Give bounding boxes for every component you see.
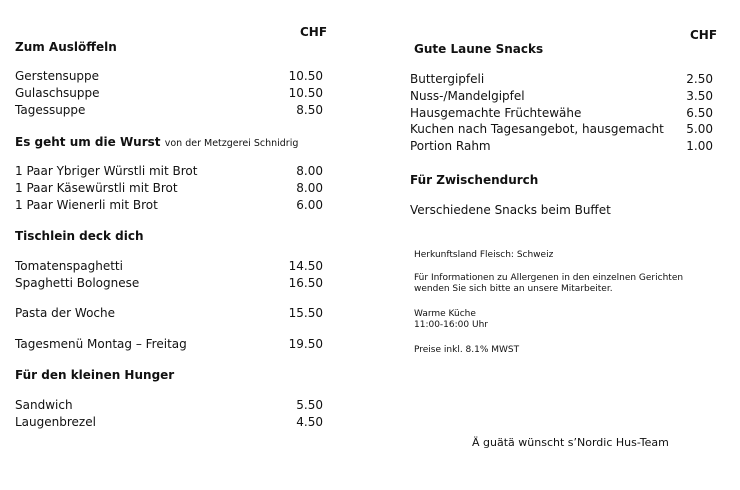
menu-item-name: 1 Paar Käsewürstli mit Brot [15, 181, 178, 195]
menu-item-name: Portion Rahm [410, 139, 491, 153]
menu-item-price: 3.50 [686, 89, 713, 103]
meat-origin-note: Herkunftsland Fleisch: Schweiz [414, 250, 554, 260]
menu-item-name: 1 Paar Wienerli mit Brot [15, 198, 158, 212]
menu-item-price: 8.00 [296, 164, 323, 178]
menu-item-price: 15.50 [288, 306, 323, 320]
menu-item-price: 8.50 [296, 103, 323, 117]
section-heading-zwischendurch: Für Zwischendurch [410, 173, 539, 187]
menu-item-name: Tagessuppe [15, 103, 86, 117]
menu-item-name: Pasta der Woche [15, 306, 116, 320]
menu-item-price: 8.00 [296, 181, 323, 195]
menu-item-price: 4.50 [296, 415, 323, 429]
menu-item-name: Nuss-/Mandelgipfel [410, 89, 525, 103]
allergen-note-line-1: Für Informationen zu Allergenen in den einzelnen Gerichten [414, 273, 684, 283]
right-currency-label: CHF [690, 28, 718, 42]
menu-item-name: Sandwich [15, 398, 73, 412]
menu-item-price: 6.00 [296, 198, 323, 212]
menu-item-price: 10.50 [288, 86, 323, 100]
menu-item-name: Kuchen nach Tagesangebot, hausgemacht [410, 122, 664, 136]
menu-item-name: Tomatenspaghetti [15, 259, 123, 273]
menu-item-price: 6.50 [686, 106, 713, 120]
kitchen-label: Warme Küche [414, 309, 476, 319]
menu-item-name: Buttergipfeli [410, 72, 485, 86]
menu-item-price: 10.50 [288, 69, 323, 83]
buffet-snacks-text: Verschiedene Snacks beim Buffet [410, 203, 611, 217]
menu-item-price: 5.00 [686, 122, 713, 136]
section-heading-wurst [15, 135, 298, 149]
section-heading-note: von der Metzgerei Schnidrig [164, 138, 299, 149]
menu-item-price: 2.50 [686, 72, 713, 86]
section-heading-snacks: Gute Laune Snacks [414, 42, 544, 56]
kitchen-hours: 11:00-16:00 Uhr [414, 320, 488, 330]
allergen-note-line-2: wenden Sie sich bitte an unsere Mitarbeiter. [414, 284, 613, 294]
vat-note: Preise inkl. 8.1% MWST [414, 345, 520, 355]
menu-item-name: Gerstensuppe [15, 69, 100, 83]
menu-item-name: Hausgemachte Früchtewähe [410, 106, 582, 120]
menu-item-price: 5.50 [296, 398, 323, 412]
menu-item-name: 1 Paar Ybriger Würstli mit Brot [15, 164, 198, 178]
menu-item-name: Tagesmenü Montag – Freitag [15, 337, 187, 351]
section-heading-hunger: Für den kleinen Hunger [15, 368, 175, 382]
section-heading-auslöffeln: Zum Auslöffeln [15, 40, 117, 54]
menu-item-name: Laugenbrezel [15, 415, 96, 429]
footer-greeting: Ä guätä wünscht s’Nordic Hus-Team [472, 436, 669, 449]
menu-item-price: 1.00 [686, 139, 713, 153]
section-heading-tischlein: Tischlein deck dich [15, 229, 144, 243]
menu-item-price: 19.50 [288, 337, 323, 351]
section-heading-text: Es geht um die Wurst [15, 135, 161, 149]
menu-item-price: 16.50 [288, 276, 323, 290]
menu-item-name: Spaghetti Bolognese [15, 276, 140, 290]
menu-item-name: Gulaschsuppe [15, 86, 100, 100]
left-currency-label: CHF [300, 25, 328, 39]
menu-item-price: 14.50 [288, 259, 323, 273]
